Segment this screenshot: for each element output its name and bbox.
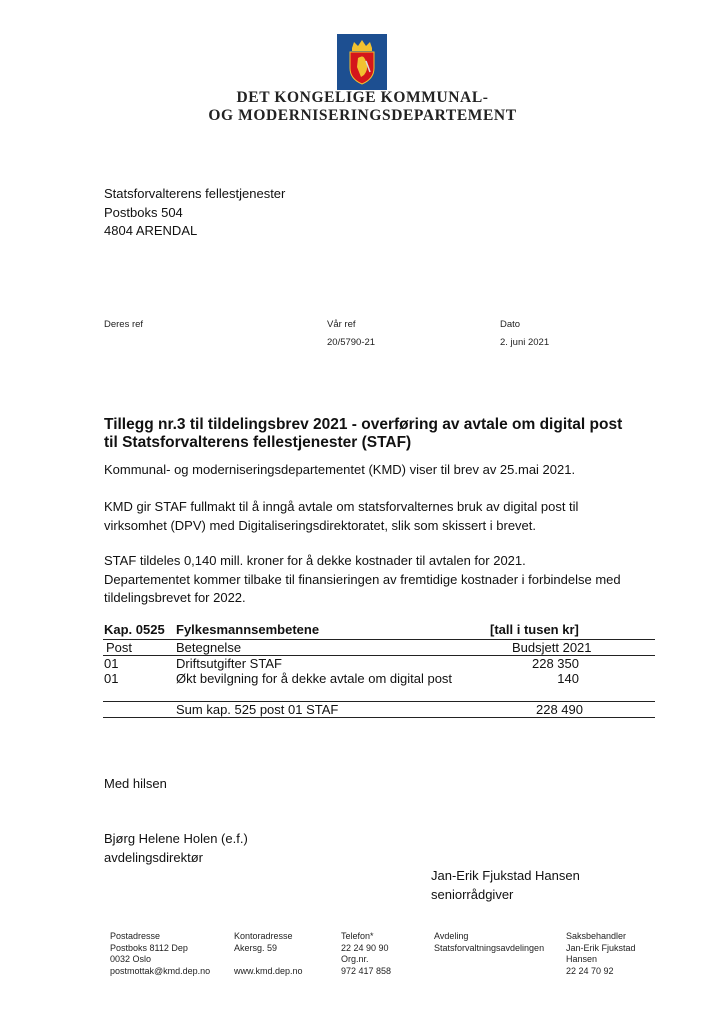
signer2-title: seniorrådgiver xyxy=(431,886,514,902)
footer-label: Avdeling xyxy=(434,931,469,941)
table-row-betegnelse: Økt bevilgning for å dekke avtale om digital post xyxy=(176,671,453,686)
paragraph-line: virksomhet (DPV) med Digitaliseringsdirektoratet, slik som skissert i brevet. xyxy=(104,517,537,533)
footer-text: Hansen xyxy=(566,954,598,964)
dato-label: Dato xyxy=(500,319,521,330)
signer1-block xyxy=(104,830,248,867)
footer-avdeling xyxy=(434,931,544,954)
greeting: Med hilsen xyxy=(104,776,167,791)
table-unit: [tall i tusen kr] xyxy=(490,622,579,637)
table-kap-name: Fylkesmannsembetene xyxy=(176,622,320,637)
footer-kontoradresse xyxy=(234,931,303,977)
footer-text: 22 24 90 90 xyxy=(341,942,389,953)
footer-label: Saksbehandler xyxy=(566,931,627,941)
paragraph-line: KMD gir STAF fullmakt til å inngå avtale om statsforvalternes bruk av digital post til xyxy=(104,499,579,514)
heading-line: til Statsforvalterens fellestjenester (STAF) xyxy=(104,434,412,451)
var-ref-label: Vår ref xyxy=(327,319,356,330)
footer-text: Postboks 8112 Dep xyxy=(110,942,188,953)
paragraph-line: tildelingsbrevet for 2022. xyxy=(104,590,246,605)
table-row-post: 01 xyxy=(104,656,119,671)
recipient-line: Statsforvalterens fellestjenester xyxy=(104,186,286,201)
footer-telefon xyxy=(341,931,391,977)
table-sum-label: Sum kap. 525 post 01 STAF xyxy=(176,702,339,717)
table-row-betegnelse: Driftsutgifter STAF xyxy=(176,656,282,671)
footer-text: 0032 Oslo xyxy=(110,954,152,964)
table-row-post: 01 xyxy=(104,671,119,686)
footer-text: 22 24 70 92 xyxy=(566,965,614,976)
paragraph-line: Departementet kommer tilbake til finansieringen av fremtidige kostnader i forbindelse med xyxy=(104,571,621,587)
table-row-budsjett: 228 350 xyxy=(532,656,579,671)
footer-text: Akersg. 59 xyxy=(234,942,278,953)
footer-email: postmottak@kmd.dep.no xyxy=(110,965,211,976)
signer2-name: Jan-Erik Fjukstad Hansen xyxy=(431,868,580,883)
heading-line: Tillegg nr.3 til tildelingsbrev 2021 - overføring av avtale om digital post xyxy=(104,416,623,433)
signer2-block xyxy=(431,867,580,904)
footer-text: 972 417 858 xyxy=(341,965,392,976)
paragraph-2 xyxy=(104,498,664,535)
footer-text: Jan-Erik Fjukstad xyxy=(566,942,636,953)
ministry-name-line1: DET KONGELIGE KOMMUNAL- xyxy=(236,89,489,106)
paragraph-line: STAF tildeles 0,140 mill. kroner for å dekke kostnader til avtalen for 2021. xyxy=(104,553,526,568)
col-betegnelse-header: Betegnelse xyxy=(176,640,242,655)
table-row-budsjett: 140 xyxy=(557,671,579,686)
footer-saksbehandler xyxy=(566,931,636,977)
budget-table xyxy=(103,622,655,722)
paragraph-1 xyxy=(104,461,664,480)
deres-ref-label: Deres ref xyxy=(104,319,144,330)
footer-spacer xyxy=(234,954,303,966)
var-ref-value: 20/5790-21 xyxy=(327,337,376,348)
footer-label: Org.nr. xyxy=(341,954,369,964)
footer-label: Postadresse xyxy=(110,931,161,941)
signer1-name: Bjørg Helene Holen (e.f.) xyxy=(104,831,248,846)
col-budsjett-header: Budsjett 2021 xyxy=(512,640,592,655)
footer-label: Kontoradresse xyxy=(234,931,293,941)
letter-heading xyxy=(104,416,664,452)
table-kap: Kap. 0525 xyxy=(104,622,165,637)
paragraph-line: Kommunal- og moderniseringsdepartementet (KMD) viser til brev av 25.mai 2021. xyxy=(104,462,576,477)
signer1-title: avdelingsdirektør xyxy=(104,849,203,865)
coat-of-arms-logo xyxy=(337,34,387,90)
ministry-name-line2: OG MODERNISERINGSDEPARTEMENT xyxy=(208,107,517,124)
footer-postadresse xyxy=(110,931,210,977)
recipient-address xyxy=(104,185,285,241)
footer-label: Telefon* xyxy=(341,931,374,941)
table-sum-value: 228 490 xyxy=(536,702,583,717)
recipient-line: Postboks 504 xyxy=(104,204,183,220)
col-post-header: Post xyxy=(106,640,133,655)
footer-website: www.kmd.dep.no xyxy=(234,965,303,976)
footer-text: Statsforvaltningsavdelingen xyxy=(434,942,545,953)
recipient-line: 4804 ARENDAL xyxy=(104,223,198,238)
dato-value: 2. juni 2021 xyxy=(500,337,550,348)
paragraph-3 xyxy=(104,552,664,608)
table-divider xyxy=(103,717,655,718)
